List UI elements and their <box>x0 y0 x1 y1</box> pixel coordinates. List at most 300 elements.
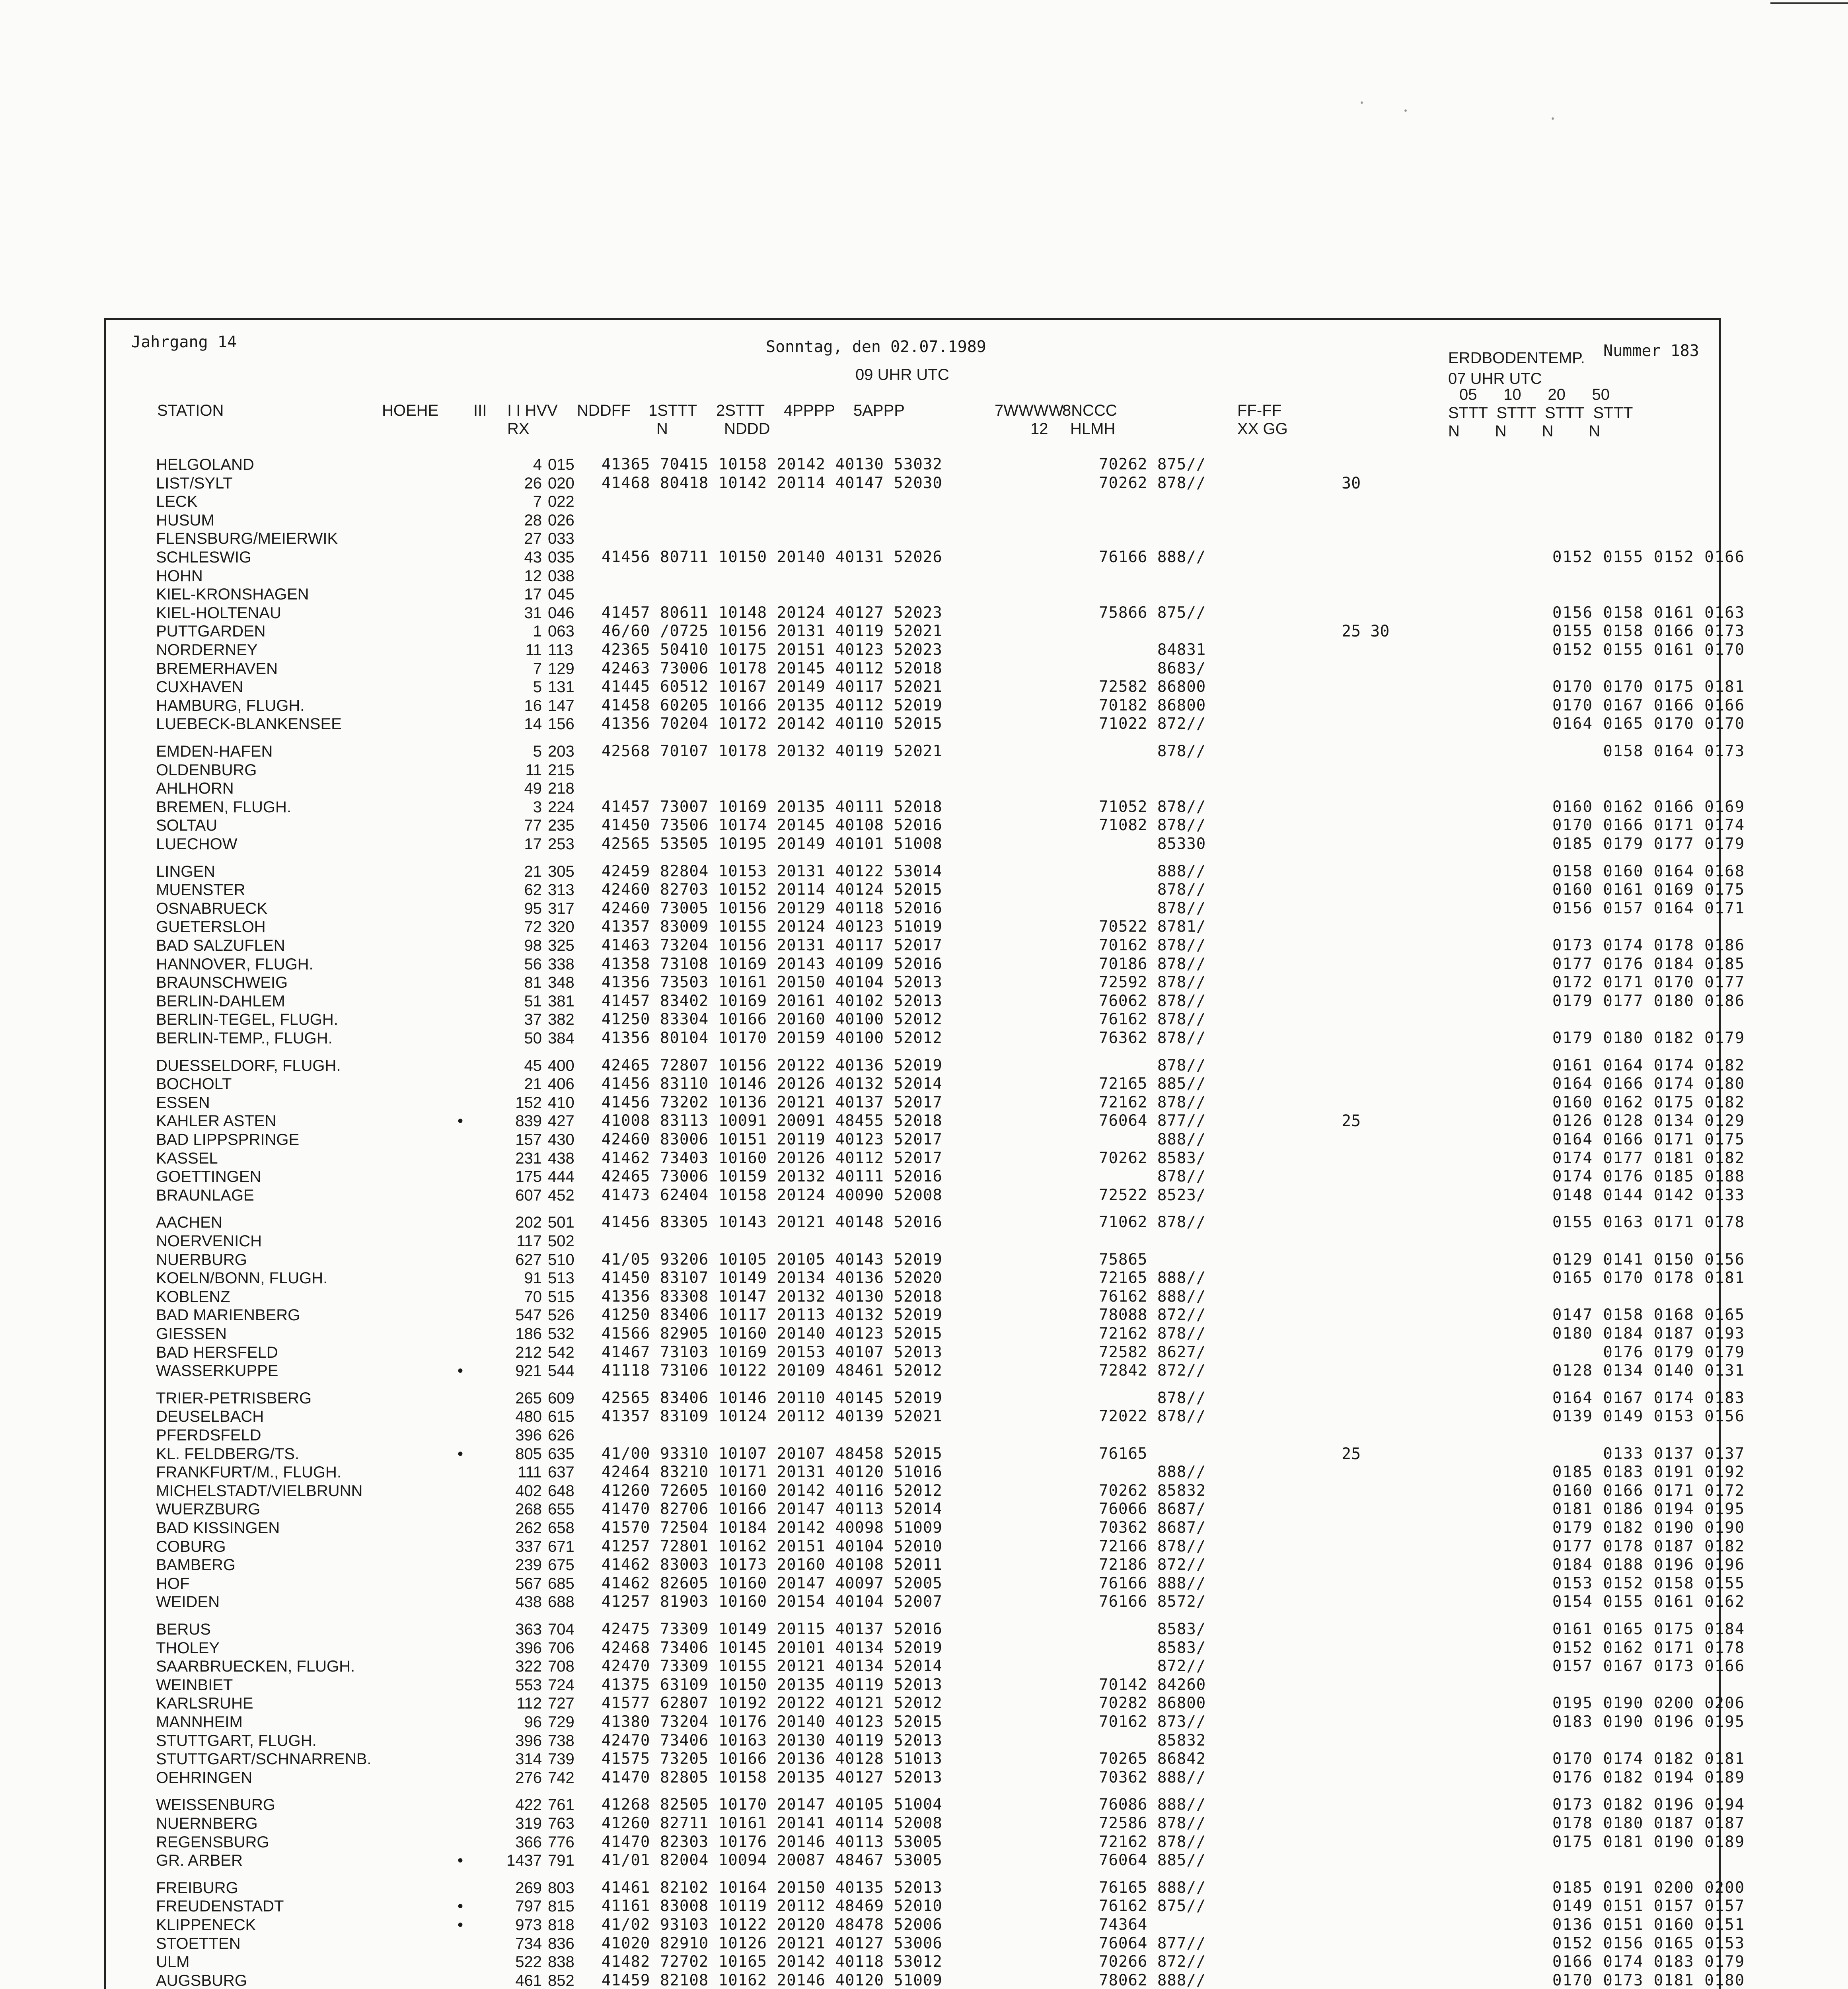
synop-groups: 41470 82805 10158 20135 40127 52013 <box>602 1768 942 1787</box>
synop-groups: 41250 83304 10166 20160 40100 52012 <box>602 1010 942 1029</box>
synop-groups: 41463 73204 10156 20131 40117 52017 <box>602 936 942 954</box>
station-elevation: 51 <box>524 992 542 1010</box>
station-elevation: 77 <box>524 817 542 835</box>
station-index: 648 <box>548 1482 574 1500</box>
station-elevation: 262 <box>515 1519 542 1537</box>
synop-groups: 41118 73106 10122 20109 48461 52012 <box>602 1362 942 1380</box>
synop-groups: 41380 73204 10176 20140 40123 52015 <box>602 1713 942 1731</box>
soil-temperatures: 0156 0157 0164 0171 <box>1552 899 1745 917</box>
soil-temperatures: 0148 0144 0142 0133 <box>1552 1186 1745 1204</box>
station-name: OLDENBURG <box>156 761 257 779</box>
weather-cloud-groups: 76362 878// <box>1099 1029 1206 1047</box>
weather-cloud-groups: 76165 <box>1099 1444 1148 1463</box>
soil-temperatures: 0166 0174 0183 0179 <box>1552 1953 1745 1971</box>
weather-cloud-groups: 872// <box>1099 1657 1206 1676</box>
station-elevation: 72 <box>524 918 542 936</box>
station-elevation: 231 <box>515 1149 542 1167</box>
station-elevation: 396 <box>515 1732 542 1750</box>
station-name: FREUDENSTADT <box>156 1898 284 1915</box>
soil-temperatures: 0164 0166 0171 0175 <box>1552 1131 1745 1148</box>
station-elevation: 422 <box>515 1796 542 1814</box>
station-index: 526 <box>548 1306 574 1324</box>
station-elevation: 627 <box>515 1251 542 1269</box>
weather-cloud-groups: 878// <box>1099 1168 1206 1186</box>
soil-temperatures: 0153 0152 0158 0155 <box>1552 1574 1745 1592</box>
station-index: 400 <box>548 1057 574 1074</box>
station-index: 033 <box>548 530 574 548</box>
synop-groups: 41468 80418 10142 20114 40147 52030 <box>602 474 942 492</box>
station-elevation: 81 <box>524 974 542 992</box>
weather-cloud-groups: 78088 872// <box>1099 1306 1206 1324</box>
weather-cloud-groups: 72582 8627/ <box>1099 1343 1206 1361</box>
synop-groups: 41257 81903 10160 20154 40104 52007 <box>602 1593 942 1611</box>
weather-cloud-groups: 71082 878// <box>1099 816 1206 835</box>
weather-cloud-groups: 76166 888// <box>1099 548 1206 566</box>
synop-groups: 41456 73202 10136 20121 40137 52017 <box>602 1093 942 1111</box>
soil-temperatures: 0149 0151 0157 0157 <box>1552 1897 1745 1915</box>
station-elevation: 117 <box>516 1232 542 1250</box>
station-index: 738 <box>548 1732 574 1750</box>
synop-groups: 42465 73006 10159 20132 40111 52016 <box>602 1168 942 1186</box>
station-name: SOLTAU <box>156 817 218 835</box>
station-elevation: 322 <box>515 1658 542 1676</box>
soil-temperatures: 0161 0165 0175 0184 <box>1552 1620 1745 1638</box>
station-index: 803 <box>548 1879 574 1897</box>
station-elevation: 547 <box>515 1306 542 1324</box>
col-ff: FF-FF <box>1237 402 1282 419</box>
station-elevation: 1 <box>533 623 542 640</box>
station-name: LUECHOW <box>156 835 238 853</box>
station-elevation: 157 <box>515 1131 542 1148</box>
station-elevation: 11 <box>525 761 542 779</box>
station-index: 609 <box>548 1389 574 1407</box>
synop-groups: 41356 80104 10170 20159 40100 52012 <box>602 1029 942 1047</box>
issue-number: Nummer 183 <box>1603 342 1699 360</box>
station-elevation: 98 <box>524 937 542 954</box>
station-name: HELGOLAND <box>156 456 254 473</box>
station-index: 502 <box>548 1232 574 1250</box>
station-index: 685 <box>548 1574 574 1592</box>
station-name: DUESSELDORF, FLUGH. <box>156 1057 341 1074</box>
soil-temperatures: 0152 0156 0165 0153 <box>1552 1934 1745 1952</box>
volume-label: Jahrgang 14 <box>131 333 237 351</box>
synop-groups: 41457 80611 10148 20124 40127 52023 <box>602 603 942 622</box>
station-index: 729 <box>548 1713 574 1731</box>
station-index: 688 <box>548 1593 574 1611</box>
weather-cloud-groups: 70182 86800 <box>1099 696 1206 714</box>
soil-temperatures: 0133 0137 0137 <box>1552 1444 1745 1463</box>
station-name: TRIER-PETRISBERG <box>156 1389 312 1407</box>
soil-temperatures: 0160 0162 0166 0169 <box>1552 798 1745 816</box>
station-elevation: 5 <box>533 678 542 696</box>
station-elevation: 212 <box>515 1343 542 1361</box>
soil-temperatures: 0184 0188 0196 0196 <box>1552 1556 1745 1574</box>
station-index: 671 <box>548 1537 574 1555</box>
soil-temp-time: 07 UHR UTC <box>1448 370 1542 387</box>
station-elevation: 734 <box>515 1935 542 1952</box>
station-name: KOBLENZ <box>156 1288 230 1306</box>
weather-cloud-groups: 85330 <box>1099 835 1206 853</box>
station-index: 384 <box>548 1030 574 1047</box>
soil-temperatures: 0160 0161 0169 0175 <box>1552 881 1745 899</box>
synop-groups: 42470 73406 10163 20130 40119 52013 <box>602 1731 942 1750</box>
station-index: 035 <box>548 549 574 566</box>
station-elevation: 480 <box>515 1408 542 1426</box>
col-group7: 7WWWW <box>995 402 1064 419</box>
weather-cloud-groups: 76162 888// <box>1099 1287 1206 1306</box>
synop-groups: 42475 73309 10149 20115 40137 52016 <box>602 1620 942 1638</box>
station-index: 313 <box>548 881 574 899</box>
synop-groups: 41457 83402 10169 20161 40102 52013 <box>602 992 942 1010</box>
station-index: 818 <box>548 1916 574 1934</box>
mountain-station-marker: • <box>457 1852 463 1870</box>
soil-temperatures: 0181 0186 0194 0195 <box>1552 1500 1745 1518</box>
station-elevation: 112 <box>516 1695 542 1713</box>
station-name: STOETTEN <box>156 1935 241 1952</box>
weather-cloud-groups: 72162 878// <box>1099 1093 1206 1111</box>
station-name: MUENSTER <box>156 881 245 899</box>
synop-groups: 41257 72801 10162 20151 40104 52010 <box>602 1537 942 1555</box>
soil-temperatures: 0165 0170 0178 0181 <box>1552 1269 1745 1287</box>
station-name: BERLIN-TEMP., FLUGH. <box>156 1030 333 1047</box>
station-elevation: 49 <box>524 780 542 798</box>
station-name: SAARBRUECKEN, FLUGH. <box>156 1658 355 1676</box>
synop-groups: 41268 82505 10170 20147 40105 51004 <box>602 1796 942 1814</box>
station-elevation: 396 <box>515 1639 542 1657</box>
station-name: KL. FELDBERG/TS. <box>156 1445 300 1463</box>
soil-temperatures: 0172 0171 0170 0177 <box>1552 973 1745 992</box>
station-elevation: 276 <box>515 1769 542 1787</box>
station-index: 532 <box>548 1325 574 1343</box>
station-name: BOCHOLT <box>156 1075 232 1093</box>
col-soil-stt: STTT STTT STTT STTT <box>1448 404 1633 422</box>
soil-temperatures: 0170 0174 0182 0181 <box>1552 1750 1745 1768</box>
weather-cloud-groups: 76162 875// <box>1099 1897 1206 1915</box>
gust-groups: 30 <box>1342 474 1361 492</box>
col-synop3-sub: N <box>656 420 668 438</box>
station-name: THOLEY <box>156 1639 220 1657</box>
station-index: 791 <box>548 1852 574 1870</box>
station-elevation: 5 <box>533 743 542 760</box>
col-hoehe: HOEHE <box>382 402 439 419</box>
weather-cloud-groups: 888// <box>1099 1131 1206 1148</box>
station-elevation: 461 <box>515 1971 542 1989</box>
soil-temperatures: 0154 0155 0161 0162 <box>1552 1593 1745 1611</box>
synop-groups: 41462 73403 10160 20126 40112 52017 <box>602 1149 942 1167</box>
soil-temperatures: 0157 0167 0173 0166 <box>1552 1657 1745 1676</box>
weather-cloud-groups: 85832 <box>1099 1731 1206 1750</box>
synop-groups: 41450 73506 10174 20145 40108 52016 <box>602 816 942 835</box>
weather-cloud-groups: 72162 878// <box>1099 1833 1206 1851</box>
weather-cloud-groups: 70282 86800 <box>1099 1694 1206 1713</box>
synop-groups: 42568 70107 10178 20132 40119 52021 <box>602 742 942 760</box>
synop-groups: 41473 62404 10158 20124 40090 52008 <box>602 1186 942 1204</box>
station-index: 513 <box>548 1269 574 1287</box>
station-index: 742 <box>548 1769 574 1787</box>
soil-temperatures: 0164 0167 0174 0183 <box>1552 1389 1745 1407</box>
weather-cloud-groups: 76165 888// <box>1099 1878 1206 1897</box>
soil-temperatures: 0152 0155 0152 0166 <box>1552 548 1745 566</box>
weather-cloud-groups: 72165 888// <box>1099 1269 1206 1287</box>
station-name: STUTTGART, FLUGH. <box>156 1732 317 1750</box>
col-group8-sub: HLMH <box>1070 420 1116 438</box>
synop-groups: 41457 73007 10169 20135 40111 52018 <box>602 798 942 816</box>
station-elevation: 21 <box>524 862 542 880</box>
synop-groups: 41358 73108 10169 20143 40109 52016 <box>602 955 942 973</box>
station-name: HAMBURG, FLUGH. <box>156 697 305 714</box>
station-name: KIEL-HOLTENAU <box>156 604 281 622</box>
station-name: WEINBIET <box>156 1676 233 1694</box>
station-name: SCHLESWIG <box>156 549 252 566</box>
weather-cloud-groups: 8583/ <box>1099 1620 1206 1638</box>
weather-cloud-groups: 72842 872// <box>1099 1362 1206 1380</box>
station-name: GR. ARBER <box>156 1852 243 1870</box>
synop-groups: 41020 82910 10126 20121 40127 53006 <box>602 1934 942 1952</box>
synop-groups: 41250 83406 10117 20113 40132 52019 <box>602 1306 942 1324</box>
synop-groups: 42565 83406 10146 20110 40145 52019 <box>602 1389 942 1407</box>
station-name: BERLIN-TEGEL, FLUGH. <box>156 1011 338 1029</box>
soil-temperatures: 0136 0151 0160 0151 <box>1552 1916 1745 1934</box>
soil-temp-title: ERDBODENTEMP. <box>1448 349 1585 367</box>
synop-groups: 41/01 82004 10094 20087 48467 53005 <box>602 1851 942 1870</box>
soil-temperatures: 0176 0179 0179 <box>1552 1343 1745 1361</box>
weather-cloud-groups: 878// <box>1099 899 1206 917</box>
station-elevation: 111 <box>518 1464 542 1481</box>
station-elevation: 567 <box>515 1574 542 1592</box>
synop-groups: 41462 83003 10173 20160 40108 52011 <box>602 1556 942 1574</box>
soil-temperatures: 0185 0191 0200 0200 <box>1552 1878 1745 1897</box>
station-index: 452 <box>548 1186 574 1204</box>
synop-groups: 41260 82711 10161 20141 40114 52008 <box>602 1814 942 1832</box>
weather-cloud-groups: 71062 878// <box>1099 1213 1206 1232</box>
station-elevation: 7 <box>533 493 542 511</box>
col-soil-n: N N N N <box>1448 422 1601 440</box>
synop-groups: 41570 72504 10184 20142 40098 51009 <box>602 1519 942 1537</box>
station-name: HANNOVER, FLUGH. <box>156 955 314 973</box>
station-elevation: 4 <box>533 456 542 473</box>
synop-groups: 42565 53505 10195 20149 40101 51008 <box>602 835 942 853</box>
mountain-station-marker: • <box>457 1898 463 1915</box>
soil-temperatures: 0164 0165 0170 0170 <box>1552 715 1745 733</box>
station-index: 704 <box>548 1621 574 1638</box>
station-index: 626 <box>548 1427 574 1444</box>
station-elevation: 402 <box>515 1482 542 1500</box>
weather-cloud-groups: 76086 888// <box>1099 1796 1206 1814</box>
station-elevation: 17 <box>524 835 542 853</box>
weather-cloud-groups: 70522 8781/ <box>1099 918 1206 936</box>
synop-groups: 42460 73005 10156 20129 40118 52016 <box>602 899 942 917</box>
weather-cloud-groups: 76064 877// <box>1099 1112 1206 1130</box>
scan-speck <box>1552 117 1554 120</box>
station-index: 381 <box>548 992 574 1010</box>
synop-groups: 41462 82605 10160 20147 40097 52005 <box>602 1574 942 1592</box>
station-name: WEIDEN <box>156 1593 220 1611</box>
station-index: 615 <box>548 1408 574 1426</box>
station-name: MICHELSTADT/VIELBRUNN <box>156 1482 363 1500</box>
station-elevation: 56 <box>524 955 542 973</box>
synop-groups: 42464 83210 10171 20131 40120 51016 <box>602 1463 942 1481</box>
station-name: BAD MARIENBERG <box>156 1306 300 1324</box>
station-name: PUTTGARDEN <box>156 623 266 640</box>
station-index: 724 <box>548 1676 574 1694</box>
scan-speck <box>1361 101 1363 104</box>
station-name: HOF <box>156 1574 190 1592</box>
soil-temperatures: 0179 0177 0180 0186 <box>1552 992 1745 1010</box>
col-synop4-sub: NDDD <box>724 420 770 438</box>
station-elevation: 152 <box>515 1094 542 1111</box>
station-name: BAD HERSFELD <box>156 1343 278 1361</box>
soil-temperatures: 0170 0173 0181 0180 <box>1552 1971 1745 1989</box>
synop-groups: 42365 50410 10175 20151 40123 52023 <box>602 641 942 659</box>
col-soil-depths: 05 10 20 50 <box>1459 386 1610 403</box>
weather-cloud-groups: 76066 8687/ <box>1099 1500 1206 1518</box>
report-time: 09 UHR UTC <box>855 366 949 383</box>
synop-groups: 41008 83113 10091 20091 48455 52018 <box>602 1112 942 1130</box>
station-name: LINGEN <box>156 862 215 880</box>
synop-groups: 41458 60205 10166 20135 40112 52019 <box>602 696 942 714</box>
station-index: 338 <box>548 955 574 973</box>
weather-cloud-groups: 878// <box>1099 742 1206 760</box>
station-index: 235 <box>548 817 574 835</box>
station-elevation: 319 <box>515 1815 542 1832</box>
station-name: BAMBERG <box>156 1556 236 1574</box>
synop-groups: 42459 82804 10153 20131 40122 53014 <box>602 862 942 880</box>
weather-cloud-groups: 878// <box>1099 881 1206 899</box>
weather-cloud-groups: 70265 86842 <box>1099 1750 1206 1768</box>
station-name: NOERVENICH <box>156 1232 262 1250</box>
soil-temperatures: 0176 0182 0194 0189 <box>1552 1768 1745 1787</box>
station-elevation: 37 <box>524 1011 542 1029</box>
station-index: 761 <box>548 1796 574 1814</box>
station-index: 544 <box>548 1362 574 1380</box>
station-index: 515 <box>548 1288 574 1306</box>
col-synop5: 4PPPP <box>784 402 835 419</box>
synop-groups: 42465 72807 10156 20122 40136 52019 <box>602 1056 942 1074</box>
station-name: KIEL-KRONSHAGEN <box>156 586 309 603</box>
soil-temperatures: 0177 0178 0187 0182 <box>1552 1537 1745 1555</box>
station-name: BAD SALZUFLEN <box>156 937 285 954</box>
station-index: 836 <box>548 1935 574 1952</box>
station-name: FLENSBURG/MEIERWIK <box>156 530 338 548</box>
weather-cloud-groups: 70362 8687/ <box>1099 1519 1206 1537</box>
weather-cloud-groups: 76064 885// <box>1099 1851 1206 1870</box>
col-synop2: NDDFF <box>577 402 631 419</box>
station-name: COBURG <box>156 1537 226 1555</box>
synop-groups: 41/05 93206 10105 20105 40143 52019 <box>602 1250 942 1269</box>
weather-cloud-groups: 76166 8572/ <box>1099 1593 1206 1611</box>
scan-speck <box>1404 109 1407 112</box>
col-group8: 8NCCC <box>1062 402 1117 419</box>
synop-groups: 41/00 93310 10107 20107 48458 52015 <box>602 1444 942 1463</box>
soil-temperatures: 0128 0134 0140 0131 <box>1552 1362 1745 1380</box>
synop-groups: 41575 73205 10166 20136 40128 51013 <box>602 1750 942 1768</box>
station-elevation: 16 <box>524 697 542 714</box>
station-index: 305 <box>548 862 574 880</box>
col-synop1: I I HVV <box>507 402 558 419</box>
soil-temperatures: 0161 0164 0174 0182 <box>1552 1056 1745 1074</box>
station-elevation: 14 <box>524 715 542 733</box>
station-elevation: 522 <box>515 1953 542 1971</box>
station-elevation: 921 <box>515 1362 542 1380</box>
station-index: 147 <box>548 697 574 714</box>
soil-temperatures: 0173 0174 0178 0186 <box>1552 936 1745 954</box>
station-index: 317 <box>548 899 574 917</box>
station-name: EMDEN-HAFEN <box>156 743 273 760</box>
soil-temperatures: 0152 0155 0161 0170 <box>1552 641 1745 659</box>
col-iii: III <box>473 402 487 419</box>
weather-cloud-groups: 72522 8523/ <box>1099 1186 1206 1204</box>
station-index: 675 <box>548 1556 574 1574</box>
station-name: GUETERSLOH <box>156 918 266 936</box>
station-elevation: 239 <box>515 1556 542 1574</box>
station-index: 063 <box>548 623 574 640</box>
soil-temperatures: 0126 0128 0134 0129 <box>1552 1112 1745 1130</box>
station-index: 444 <box>548 1168 574 1186</box>
synop-groups: 41456 80711 10150 20140 40131 52026 <box>602 548 942 566</box>
station-name: BREMERHAVEN <box>156 660 278 677</box>
station-index: 045 <box>548 586 574 603</box>
soil-temperatures: 0170 0167 0166 0166 <box>1552 696 1745 714</box>
station-index: 046 <box>548 604 574 622</box>
station-name: FREIBURG <box>156 1879 238 1897</box>
station-elevation: 337 <box>515 1537 542 1555</box>
synop-groups: 41356 70204 10172 20142 40110 52015 <box>602 715 942 733</box>
col-synop1-sub: RX <box>507 420 530 438</box>
station-name: HUSUM <box>156 511 214 529</box>
station-index: 708 <box>548 1658 574 1676</box>
station-index: 501 <box>548 1214 574 1232</box>
soil-temperatures: 0170 0170 0175 0181 <box>1552 678 1745 696</box>
station-name: KARLSRUHE <box>156 1695 253 1713</box>
mountain-station-marker: • <box>457 1445 463 1463</box>
station-name: MANNHEIM <box>156 1713 243 1731</box>
station-index: 739 <box>548 1750 574 1768</box>
soil-temperatures: 0152 0162 0171 0178 <box>1552 1639 1745 1657</box>
station-name: AUGSBURG <box>156 1971 247 1989</box>
synop-groups: 41445 60512 10167 20149 40117 52021 <box>602 678 942 696</box>
synop-groups: 41375 63109 10150 20135 40119 52013 <box>602 1676 942 1694</box>
station-elevation: 805 <box>515 1445 542 1463</box>
soil-temperatures: 0164 0166 0174 0180 <box>1552 1075 1745 1093</box>
weather-cloud-groups: 878// <box>1099 1056 1206 1074</box>
station-name: CUXHAVEN <box>156 678 243 696</box>
station-index: 427 <box>548 1112 574 1130</box>
soil-temperatures: 0160 0166 0171 0172 <box>1552 1481 1745 1500</box>
weather-cloud-groups: 75866 875// <box>1099 603 1206 622</box>
mountain-station-marker: • <box>457 1362 463 1380</box>
station-index: 131 <box>548 678 574 696</box>
col-synop6: 5APPP <box>853 402 905 419</box>
weather-cloud-groups: 70186 878// <box>1099 955 1206 973</box>
synop-groups: 41467 73103 10169 20153 40107 52013 <box>602 1343 942 1361</box>
station-name: BRAUNLAGE <box>156 1186 254 1204</box>
station-index: 776 <box>548 1833 574 1851</box>
station-elevation: 11 <box>525 641 542 659</box>
weather-cloud-groups: 72592 878// <box>1099 973 1206 992</box>
station-elevation: 12 <box>524 567 542 585</box>
synop-groups: 41161 83008 10119 20112 48469 52010 <box>602 1897 942 1915</box>
station-index: 015 <box>548 456 574 473</box>
soil-temperatures: 0173 0182 0196 0194 <box>1552 1796 1745 1814</box>
station-name: OSNABRUECK <box>156 899 268 917</box>
station-index: 253 <box>548 835 574 853</box>
station-elevation: 1437 <box>506 1852 542 1870</box>
station-elevation: 186 <box>515 1325 542 1343</box>
station-elevation: 7 <box>533 660 542 677</box>
station-index: 410 <box>548 1094 574 1111</box>
soil-temperatures: 0158 0164 0173 <box>1552 742 1745 760</box>
station-name: LECK <box>156 493 198 511</box>
